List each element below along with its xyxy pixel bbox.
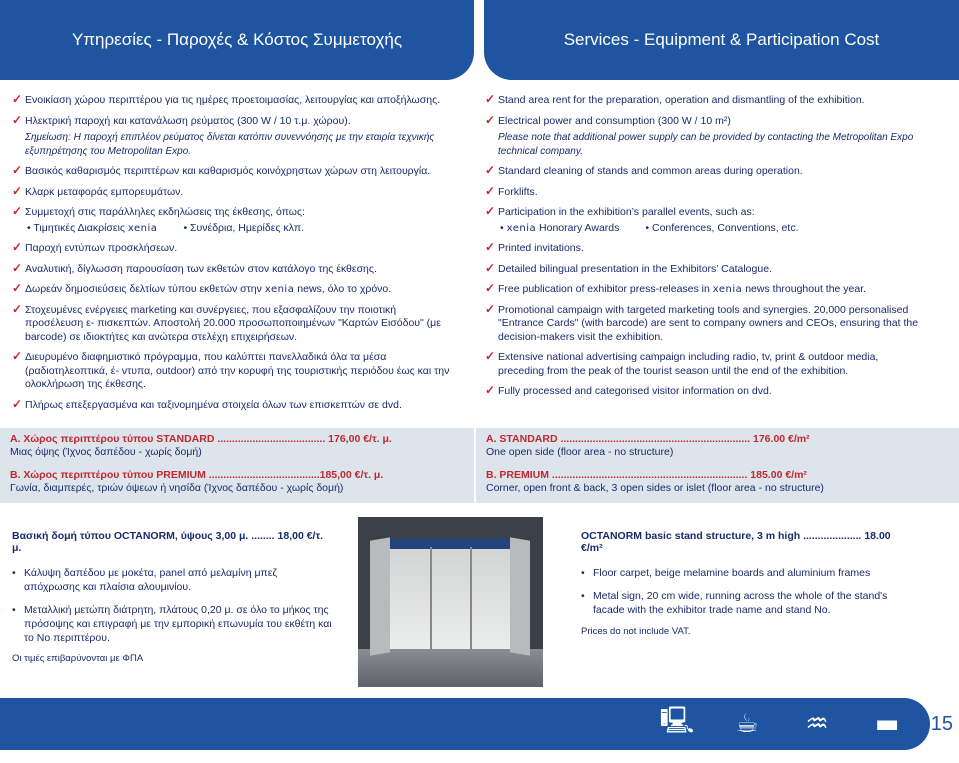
list-item: ✓ Παροχή εντύπων προσκλήσεων. (12, 240, 178, 254)
check-icon: ✓ (12, 112, 23, 127)
vat-note: Οι τιμές επιβαρύνονται με ΦΠΑ (12, 653, 144, 664)
list-item: ✓ Free publication of exhibitor press-releases in xenia news throughout the year. (485, 281, 867, 295)
computer-icon: 🖳 (659, 706, 695, 736)
power-note: Σημείωση: Η παροχή επιπλέον ρεύματος δίνεται κατόπιν συνεννόησης με την εταιρία τεχνικής εξυπηρέτησης του Metropolitan Expo. (25, 132, 435, 157)
stand-floor (358, 649, 543, 687)
list-item: • Floor carpet, beige melamine boards and aluminium frames (581, 566, 911, 580)
list-item: ✓ Forklifts. (485, 183, 538, 198)
check-icon: ✓ (485, 301, 496, 316)
check-icon: ✓ (485, 281, 496, 295)
list-item: • Μεταλλική μετώπη διάτρητη, πλάτους 0,20 μ. σε όλο το μήκος της πρόσοψης και επιγραφή με την εμπορική επωνυμία του εκθέτη και το Νο περιπτέρου. (12, 603, 332, 645)
list-item: • Κάλυψη δαπέδου με μοκέτα, panel από μελαμίνη μπεζ απόχρωσης και πλαίσια αλουμινίου. (12, 566, 332, 594)
greek-octanorm (12, 530, 332, 654)
list-item: ✓ Extensive national advertising campaign including radio, tv, print & outdoor media, preceding from the peak of the tourist season until the end of the exhibition. (485, 349, 879, 377)
footer-icon-bar (0, 698, 930, 750)
list-item: ✓ Πλήρως επεξεργασμένα και ταξινομημένα στοιχεία όλων των επισκεπτών σε dvd. (12, 396, 402, 411)
check-icon: ✓ (12, 301, 23, 316)
greek-price-box (0, 428, 474, 503)
list-item: ✓ Fully processed and categorised visitor information on dvd. (485, 383, 772, 397)
price-premium: Β. Χώρος περιπτέρου τύπου PREMIUM ......................................185,00 €/τ. μ. Γωνία, διαμπερές, τριών όψεων ή νησίδα (Ίχνος δαπέδου - χωρίς δομή) (10, 469, 384, 494)
xenia-logo: xenia (264, 284, 295, 295)
english-services-list (485, 94, 925, 406)
vat-note: Prices do not include VAT. (581, 626, 691, 637)
price-premium: B. PREMIUM ................................................................... 185.00 €/m² Corner, open front & back, 3 open sides or islet (floor area - no structure) (486, 469, 824, 494)
right-header-title: Services - Equipment & Participation Cost (563, 30, 880, 49)
check-icon: ✓ (485, 163, 496, 177)
list-item: ✓ Detailed bilingual presentation in the Exhibitors’ Catalogue. (485, 260, 772, 275)
list-item: ✓ Printed invitations. (485, 240, 584, 254)
octanorm-stand-photo (358, 517, 543, 687)
octanorm-title: OCTANORM basic stand structure, 3 m high .................... 18.00 €/m² (581, 530, 891, 554)
xenia-logo: xenia (506, 222, 537, 234)
greek-services-list (12, 94, 452, 419)
xenia-logo: xenia (712, 284, 743, 295)
check-icon: ✓ (485, 112, 496, 127)
list-item: ✓ Standard cleaning of stands and common areas during operation. (485, 163, 803, 177)
list-item: ✓ Αναλυτική, δίγλωσση παρουσίαση των εκθετών στον κατάλογο της έκθεσης. (12, 260, 377, 275)
check-icon: ✓ (485, 349, 496, 363)
check-icon: ✓ (12, 183, 23, 198)
list-item: ✓ Συμμετοχή στις παράλληλες εκδηλώσεις της έκθεσης, όπως: • Τιμητικές Διακρίσεις xenia • Συνέδρια, Ημερίδες κλπ. (12, 206, 452, 235)
english-octanorm (581, 530, 911, 637)
list-item: ✓ Electrical power and consumption (300 W / 10 m²) Please note that additional power supply can be provided by contacting the Metropolitan Expo technical company. (485, 115, 925, 159)
swimming-icon: ♒ (805, 709, 829, 739)
list-item: ✓ Κλαρκ μεταφοράς εμπορευμάτων. (12, 183, 184, 198)
octanorm-title: Βασική δομή τύπου OCTANORM, ύψους 3,00 μ. ........ 18,00 €/τ. μ. (12, 530, 324, 554)
list-item: ✓ Στοχευμένες ενέργειες marketing και συνέργειες, που εξασφαλίζουν την ποιοτική προσέλευση ε- πισκεπτών. Αποστολή 20.000 προσωποποιημένων "Καρτών Εισόδου" (με barcode) σε ιδιοκτήτες και ανώτερα στελέχη επιχειρήσεων. (12, 301, 441, 343)
page-number: 15 (930, 713, 953, 735)
list-item: ✓ Βασικός καθαρισμός περιπτέρων και καθαρισμός κοινόχρηστων χώρων στη λειτουργία. (12, 163, 431, 177)
list-item: • Metal sign, 20 cm wide, running across the whole of the stand's facade with the exhibitor trade name and stand No. (581, 589, 911, 617)
list-item: ✓ Δωρεάν δημοσιεύσεις δελτίων τύπου εκθετών στην xenia news, όλο το χρόνο. (12, 281, 392, 295)
stand-left-wall (370, 537, 390, 656)
tray-icon: ▬ (874, 709, 900, 739)
check-icon: ✓ (485, 240, 496, 254)
check-icon: ✓ (485, 183, 496, 198)
list-item: ✓ Διευρυμένο διαφημιστικό πρόγραμμα, που καλύπτει πανελλαδικά όλα τα μέσα (ραδιοτηλεοπτικά, έ- ντυπα, outdoor) από την κορυφή της τουριστικής περιόδου έως και την ολοκλήρωση της έκθεσης. (12, 349, 450, 390)
sub-item-conferences: • Conferences, Conventions, etc. (645, 222, 798, 236)
check-icon: ✓ (12, 396, 23, 411)
list-item: ✓ Participation in the exhibition’s parallel events, such as: • xenia Honorary Awards • Conferences, Conventions, etc. (485, 206, 925, 235)
stand-pole (430, 547, 432, 649)
stand-right-wall (510, 537, 530, 656)
check-icon: ✓ (485, 92, 496, 106)
price-standard: A. STANDARD ................................................................. 176.00 €/m² One open side (floor area - no structure) (486, 433, 810, 458)
price-standard: Α. Χώρος περιπτέρου τύπου STANDARD ..................................... 176,00 €/τ. μ. Μιας όψης (Ίχνος δαπέδου - χωρίς δομή) (10, 433, 392, 458)
sub-item-awards: • Τιμητικές Διακρίσεις xenia (27, 222, 157, 236)
left-header (0, 0, 474, 80)
check-icon: ✓ (12, 204, 23, 218)
list-item: ✓ Promotional campaign with targeted marketing tools and synergies. 20,000 personalised "Entrance Cards" (with barcode) are sent to company owners and CEOs, ensuring that the decision-makers visit the exhibition. (485, 301, 919, 343)
list-item: ✓ Ηλεκτρική παροχή και κατανάλωση ρεύματος (300 W / 10 τ.μ. χώρου). Σημείωση: Η παροχή επιπλέον ρεύματος δίνεται κατόπιν συνεννόησης με την εταιρία τεχνικής εξυπηρέτησης του Metropolitan Expo. (12, 115, 452, 159)
right-header (484, 0, 959, 80)
sub-item-conferences: • Συνέδρια, Ημερίδες κλπ. (183, 222, 304, 236)
check-icon: ✓ (12, 240, 23, 254)
left-header-title: Υπηρεσίες - Παροχές & Κόστος Συμμετοχής (71, 30, 403, 49)
check-icon: ✓ (12, 260, 23, 275)
stand-pole (470, 547, 472, 649)
check-icon: ✓ (485, 383, 496, 397)
check-icon: ✓ (12, 92, 23, 106)
check-icon: ✓ (12, 281, 23, 295)
sub-item-awards: • xenia Honorary Awards (500, 222, 619, 236)
check-icon: ✓ (12, 349, 23, 363)
check-icon: ✓ (12, 163, 23, 177)
check-icon: ✓ (485, 260, 496, 275)
stand-sign (390, 539, 510, 549)
list-item: ✓ Ενοικίαση χώρου περιπτέρου για τις ημέρες προετοιμασίας, λειτουργίας και αποξήλωσης. (12, 92, 441, 106)
english-price-box (476, 428, 959, 503)
coffee-cup-icon: ☕ (735, 709, 759, 739)
xenia-logo: xenia (127, 222, 158, 234)
stand-back-wall (390, 539, 510, 649)
power-note: Please note that additional power supply can be provided by contacting the Metropolitan Expo technical company. (498, 132, 914, 157)
check-icon: ✓ (485, 204, 496, 218)
list-item: ✓ Stand area rent for the preparation, operation and dismantling of the exhibition. (485, 92, 865, 106)
